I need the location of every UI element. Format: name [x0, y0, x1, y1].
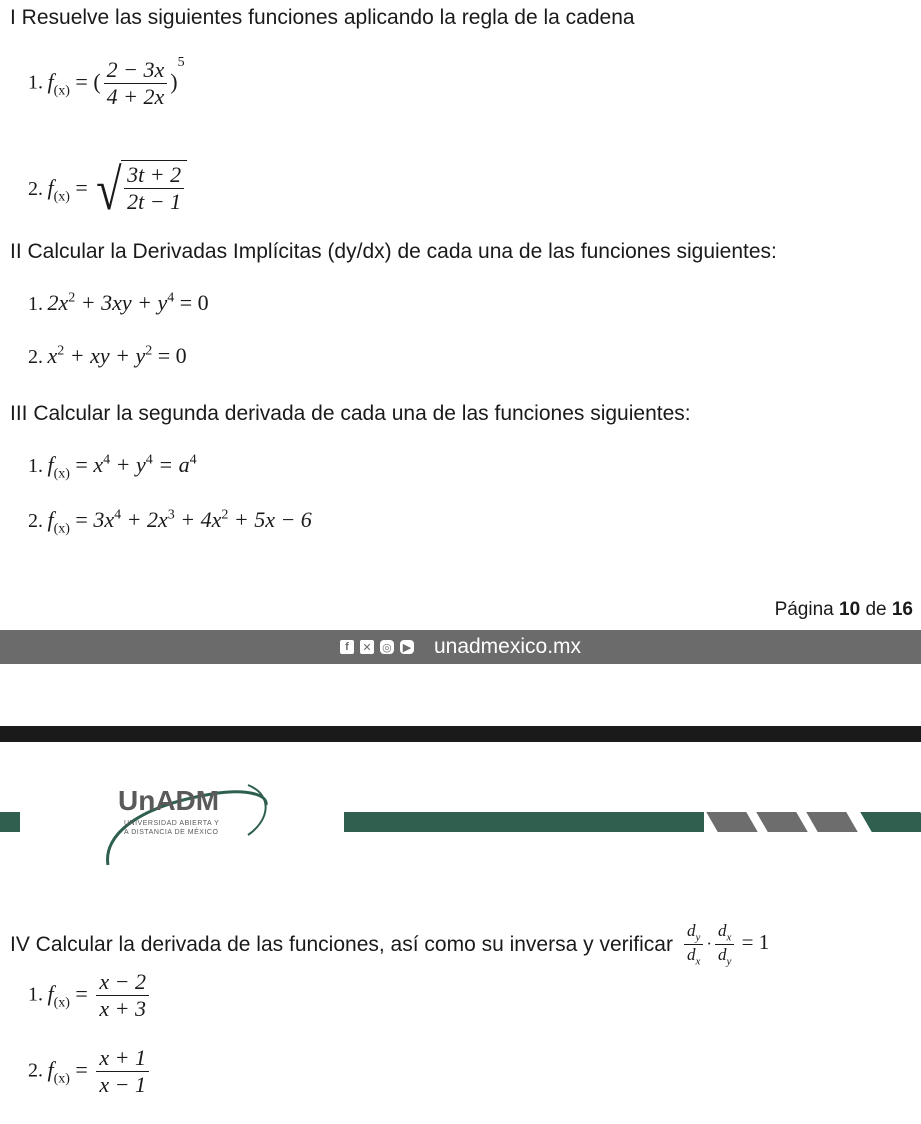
term: = 0 — [152, 343, 187, 368]
dx-subscript: x — [726, 931, 732, 944]
youtube-icon[interactable]: ▶ — [400, 640, 414, 654]
exponent: 4 — [114, 507, 122, 523]
math-expression — [47, 507, 312, 537]
term: x — [93, 452, 104, 477]
section-4-heading — [10, 922, 769, 968]
page-label: Página — [774, 599, 834, 620]
fraction — [684, 922, 703, 968]
exponent: 3 — [167, 507, 175, 523]
term: 2x — [47, 290, 69, 315]
function-name: f — [47, 175, 54, 201]
dy-subscript: y — [695, 931, 701, 944]
open-paren: ( — [93, 68, 101, 94]
equals-sign: = — [75, 507, 88, 532]
section-4-title: IV Calcular la derivada de las funciones, así como su inversa y verificar — [10, 932, 673, 956]
exponent: 4 — [189, 452, 197, 468]
instagram-icon[interactable]: ◎ — [380, 640, 394, 654]
logo-subtitle-1: UNIVERSIDAD ABIERTA Y — [124, 820, 220, 827]
equals-sign: = — [75, 1056, 88, 1082]
term: + 5x − 6 — [228, 507, 312, 532]
radical-icon: √ — [96, 157, 122, 222]
exponent: 4 — [167, 290, 175, 306]
term: + xy + y — [64, 343, 146, 368]
item-number: 2. — [28, 510, 43, 532]
math-expression — [47, 1045, 152, 1098]
section-2-title: II Calcular la Derivadas Implícitas (dy/dx) de cada una de las funciones siguientes: — [10, 240, 777, 263]
page-total: 16 — [891, 599, 913, 620]
fraction — [715, 922, 734, 968]
page-of: de — [865, 599, 887, 620]
verify-expression — [681, 922, 769, 968]
section-3-title: III Calcular la segunda derivada de cada una de las funciones siguientes: — [10, 402, 691, 425]
item-number: 1. — [28, 293, 43, 315]
header-stripe-right — [860, 812, 921, 832]
exponent: 2 — [221, 507, 229, 523]
item-number: 2. — [28, 1059, 43, 1082]
function-subscript: (x) — [53, 466, 70, 482]
site-link[interactable]: unadmexico.mx — [433, 635, 582, 658]
exponent: 2 — [57, 343, 65, 359]
numerator: x − 2 — [96, 970, 149, 996]
term: = 0 — [174, 290, 209, 315]
facebook-icon[interactable]: f — [340, 640, 354, 654]
x-icon[interactable]: ✕ — [360, 640, 374, 654]
math-expression — [47, 343, 186, 368]
numerator: 3t + 2 — [124, 163, 184, 189]
function-subscript: (x) — [53, 1071, 70, 1087]
header-stripe-segment — [806, 812, 858, 832]
function-subscript: (x) — [53, 521, 70, 537]
exponent: 2 — [145, 343, 153, 359]
item-number: 2. — [28, 178, 43, 201]
dx-denominator: d — [686, 945, 696, 965]
page-separator — [0, 726, 921, 742]
item-number: 2. — [28, 346, 43, 368]
denominator: 2t − 1 — [127, 189, 182, 215]
dy-denominator: d — [718, 945, 727, 965]
term: + 2x — [121, 507, 168, 532]
numerator: x + 1 — [96, 1046, 149, 1072]
function-subscript: (x) — [53, 189, 70, 205]
section-4-item-1 — [28, 970, 152, 1021]
function-subscript: (x) — [53, 83, 70, 99]
dx-subscript: x — [695, 955, 701, 968]
math-expression — [47, 157, 187, 222]
section-2-item-1 — [28, 290, 209, 316]
verify-rhs: = 1 — [741, 929, 770, 954]
fraction — [124, 163, 184, 214]
exponent: 4 — [145, 452, 153, 468]
section-2-item-2 — [28, 343, 187, 369]
math-expression — [47, 452, 197, 482]
term: x — [47, 343, 58, 368]
denominator: x + 3 — [99, 996, 146, 1022]
fraction — [96, 1046, 149, 1097]
equals-sign: = — [75, 175, 88, 201]
equals-sign: = — [75, 68, 88, 94]
term: + 3xy + y — [75, 290, 168, 315]
dy-numerator: d — [686, 921, 696, 940]
denominator: x − 1 — [99, 1072, 146, 1098]
denominator: 4 + 2x — [106, 84, 165, 110]
numerator: 2 − 3x — [104, 58, 168, 84]
function-subscript: (x) — [53, 995, 70, 1011]
dot-operator: · — [706, 933, 713, 953]
header-stripe-segment — [756, 812, 808, 832]
item-number: 1. — [28, 983, 43, 1006]
math-expression — [47, 55, 185, 110]
fraction — [96, 970, 149, 1021]
page-current: 10 — [839, 599, 861, 620]
item-number: 1. — [28, 455, 43, 477]
square-root — [93, 157, 187, 222]
section-3-item-1 — [28, 452, 197, 482]
section-3-item-2 — [28, 507, 312, 537]
footer-bar — [0, 630, 921, 664]
function-name: f — [47, 980, 54, 1006]
exponent: 2 — [68, 290, 76, 306]
dx-numerator: d — [718, 921, 727, 940]
close-paren: ) — [170, 68, 178, 94]
logo-subtitle-2: A DISTANCIA DE MÉXICO — [124, 829, 219, 836]
function-name: f — [47, 507, 54, 532]
section-1-item-2 — [28, 157, 187, 222]
function-name: f — [47, 1056, 54, 1082]
math-expression — [47, 969, 152, 1022]
function-name: f — [47, 452, 54, 477]
section-1-title: I Resuelve las siguientes funciones aplicando la regla de la cadena — [10, 6, 635, 29]
function-name: f — [47, 68, 54, 94]
section-1-item-1 — [28, 55, 185, 110]
term: + y — [110, 452, 146, 477]
math-expression — [47, 290, 208, 315]
header-stripe-segment — [706, 812, 758, 832]
header-stripe-left — [0, 812, 20, 832]
equals-sign: = — [75, 980, 88, 1006]
term: 3x — [93, 507, 115, 532]
term: + 4x — [174, 507, 222, 532]
fraction — [104, 58, 168, 109]
exponent: 5 — [177, 55, 185, 71]
term: = a — [152, 452, 190, 477]
exponent: 4 — [103, 452, 111, 468]
dy-subscript: y — [726, 955, 732, 968]
equals-sign: = — [75, 452, 88, 477]
item-number: 1. — [28, 71, 43, 94]
logo: UnADM — [118, 785, 220, 816]
header-stripe — [344, 812, 704, 832]
page-number — [775, 599, 913, 621]
section-4-item-2 — [28, 1046, 152, 1097]
